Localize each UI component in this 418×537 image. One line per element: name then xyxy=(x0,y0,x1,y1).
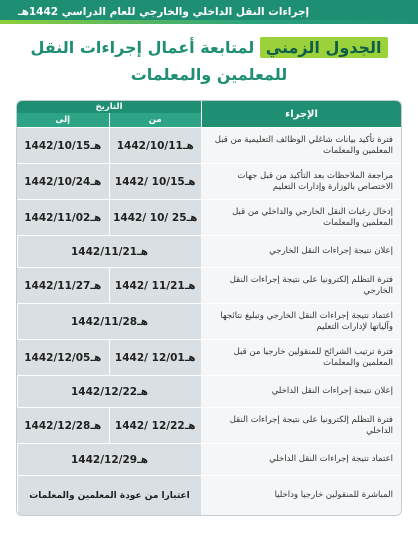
title-line-1 xyxy=(0,38,418,57)
row-dates xyxy=(17,236,201,267)
row-action: فترة التظلم إلكترونيا على نتيجة إجراءات النقل الداخلي xyxy=(201,408,401,443)
row-from-date: 1442/ 10/15هـ xyxy=(109,164,202,199)
row-to-date: 1442/10/24هـ xyxy=(24,175,102,188)
row-action: فترة التظلم إلكترونيا على نتيجة إجراءات النقل الخارجي xyxy=(201,268,401,303)
row-dates xyxy=(17,476,201,515)
table-row xyxy=(17,303,401,339)
row-single-date: 1442/12/22هـ xyxy=(17,376,201,407)
table-row xyxy=(17,443,401,475)
row-dates xyxy=(17,340,201,375)
row-dates xyxy=(17,444,201,475)
title-rest: لمتابعة أعمال إجراءات النقل xyxy=(30,38,260,57)
row-single-date: 1442/12/29هـ xyxy=(17,444,201,475)
row-to-date: 1442/11/27هـ xyxy=(24,279,102,292)
row-to-date: 1442/10/15هـ xyxy=(24,139,102,152)
banner-accent-stripe xyxy=(0,20,418,24)
row-dates xyxy=(17,128,201,163)
title-line-2: للمعلمين والمعلمات xyxy=(130,65,288,84)
row-single-date: 1442/11/21هـ xyxy=(17,236,201,267)
table-header xyxy=(17,101,401,127)
row-dates xyxy=(17,164,201,199)
row-action: اعتماد نتيجة إجراءات النقل الداخلي xyxy=(201,444,401,475)
header-action: الإجراء xyxy=(201,101,401,127)
table-row xyxy=(17,375,401,407)
header-from: من xyxy=(109,113,202,127)
row-from-date: 1442/10/11هـ xyxy=(109,128,202,163)
row-action: اعتماد نتيجة إجراءات النقل الخارجي وتبليغ نتائجها وآلياتها لإدارات التعليم xyxy=(201,304,401,339)
row-action: فترة ترتيب الشرائح للمنقولين خارجيا من قبل المعلمين والمعلمات xyxy=(201,340,401,375)
row-to-date: 1442/12/05هـ xyxy=(24,351,102,364)
row-from-date: 1442/ 12/22هـ xyxy=(109,408,202,443)
row-to-date: 1442/12/28هـ xyxy=(24,419,102,432)
table-row xyxy=(17,199,401,235)
row-from-date: 1442/ 12/01هـ xyxy=(109,340,202,375)
row-from-date: 1442/ 11/21هـ xyxy=(109,268,202,303)
row-single-date: 1442/11/28هـ xyxy=(17,304,201,339)
table-row xyxy=(17,267,401,303)
table-row xyxy=(17,407,401,443)
row-dates xyxy=(17,200,201,235)
header-date-sub xyxy=(17,113,201,127)
page-title xyxy=(0,38,418,84)
table-row xyxy=(17,339,401,375)
schedule-table xyxy=(16,100,402,516)
row-action: إعلان نتيجة إجراءات النقل الخارجي xyxy=(201,236,401,267)
row-action: مراجعة الملاحظات بعد التأكيد من قبل جهات الاختصاص بالوزارة وإدارات التعليم xyxy=(201,164,401,199)
row-action: فترة تأكيد بيانات شاغلي الوظائف التعليمية من قبل المعلمين والمعلمات xyxy=(201,128,401,163)
table-row xyxy=(17,127,401,163)
row-from-date: 1442/ 10/ 25هـ xyxy=(109,200,202,235)
header-date: التاريخ xyxy=(95,102,123,112)
row-action: إعلان نتيجة إجراءات النقل الداخلي xyxy=(201,376,401,407)
title-highlight: الجدول الزمني xyxy=(260,37,388,58)
table-row xyxy=(17,163,401,199)
table-row xyxy=(17,235,401,267)
row-dates xyxy=(17,376,201,407)
header-to: إلى xyxy=(17,113,109,127)
row-dates xyxy=(17,268,201,303)
row-dates xyxy=(17,408,201,443)
row-action: إدخال رغبات النقل الخارجي والداخلي من قبل المعلمين والمعلمات xyxy=(201,200,401,235)
row-single-date: اعتبارا من عودة المعلمين والمعلمات xyxy=(17,476,201,515)
banner-text: إجراءات النقل الداخلي والخارجي للعام الدراسي 1442هـ xyxy=(18,6,310,18)
header-date-group xyxy=(17,101,201,127)
row-to-date: 1442/11/02هـ xyxy=(24,211,102,224)
row-action: المباشرة للمنقولين خارجيا وداخليا xyxy=(201,476,401,515)
row-dates xyxy=(17,304,201,339)
table-row xyxy=(17,475,401,515)
